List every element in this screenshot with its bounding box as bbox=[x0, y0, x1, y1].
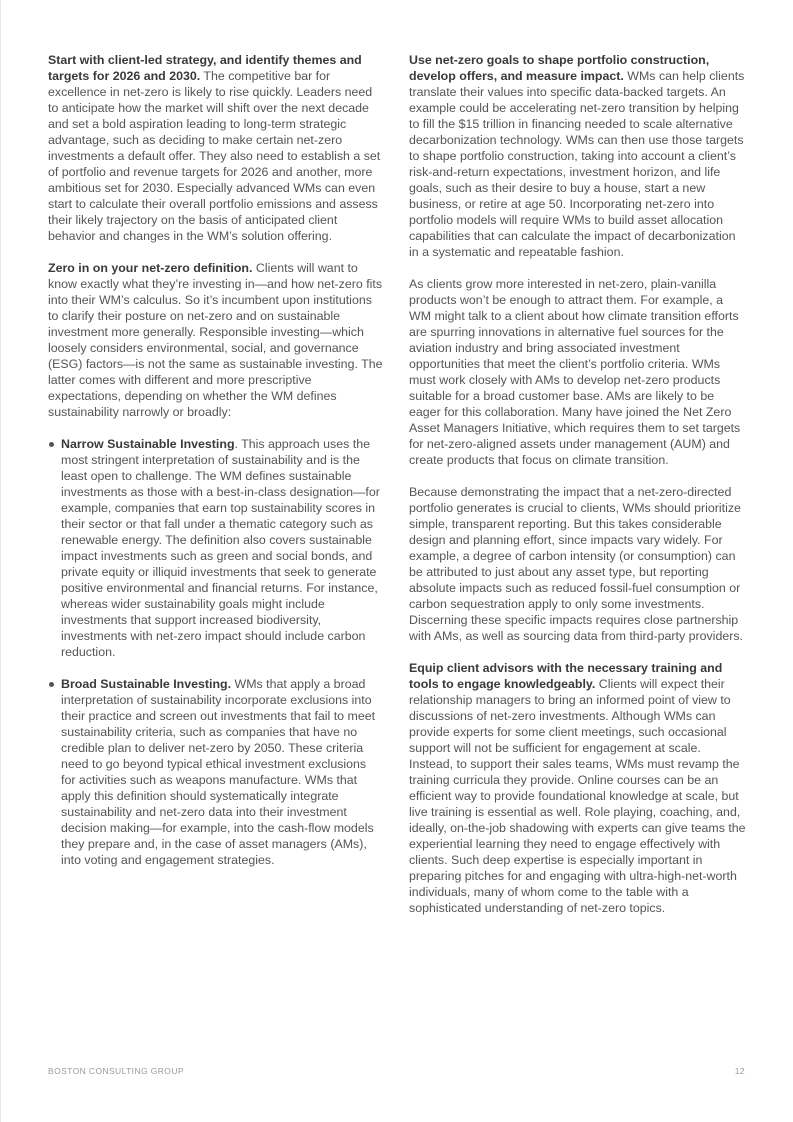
paragraph-impact-reporting bbox=[409, 484, 746, 644]
bullet-dot-icon bbox=[49, 442, 54, 447]
right-column bbox=[409, 52, 746, 932]
paragraph-body: Clients will want to know exactly what they’re investing in—and how net-zero fits into their WM’s calculus. So it’s incumbent upon institutions to clarify their posture on net-zero and on sustainable investment more generally. Responsible investing—which loosely considers environmental, social, and governance (ESG) factors—is not the same as sustainable investing. The latter comes with different and more prescriptive expectations, depending on whether the WM defines sustainability narrowly or broadly: bbox=[48, 261, 383, 419]
bullet-lead: Narrow Sustainable Investing bbox=[61, 437, 235, 451]
paragraph-lead: Equip client advisors with the necessary training and tools to engage knowledgeably. bbox=[409, 661, 723, 691]
paragraph-body: As clients grow more interested in net-zero, plain-vanilla products won’t be enough to attract them. For example, a WM might talk to a client about how climate transition efforts are spurring innovations in alternative fuel sources for the aviation industry and bring associated investment opportunities that meet the client’s portfolio criteria. WMs must work closely with AMs to develop net-zero products suitable for a broad customer base. AMs are likely to be eager for this collaboration. Many have joined the Net Zero Asset Managers Initiative, which requires them to set targets for net-zero-aligned assets under management (AUM) and create products that focus on climate transition. bbox=[409, 277, 741, 467]
paragraph-client-advisor-training bbox=[409, 660, 746, 916]
bullet-broad-sustainable-investing bbox=[48, 676, 384, 868]
bullet-dot-icon bbox=[49, 682, 54, 687]
bullet-narrow-sustainable-investing bbox=[48, 436, 384, 660]
paragraph-body: The competitive bar for excellence in net-zero is likely to rise quickly. Leaders need to anticipate how the market will shift over the next decade and set a bold aspiration leading to long-term strategic advantage, such as deciding to make certain net-zero investments a default offer. They also need to establish a set of portfolio and revenue targets for 2026 and another, more ambitious set for 2030. Especially advanced WMs can even start to calculate their overall portfolio emissions and assess their likely trajectory on the basis of anticipated client behavior and changes in the WM’s solution offering. bbox=[48, 69, 381, 243]
paragraph-client-led-strategy bbox=[48, 52, 384, 244]
paragraph-lead: Zero in on your net-zero definition. bbox=[48, 261, 253, 275]
definition-bullet-list bbox=[48, 436, 384, 868]
bullet-body: WMs that apply a broad interpretation of sustainability incorporate exclusions into their practice and screen out investments that fail to meet sustainability criteria, such as companies that have no credible plan to deliver net-zero by 2050. These criteria need to go beyond typical ethical investment exclusions for activities such as weapons manufacture. WMs that apply this definition should systematically integrate sustainability and net-zero data into their investment decision making—for example, into the cash-flow models they prepare and, in the case of asset managers (AMs), into voting and engagement strategies. bbox=[61, 677, 376, 867]
footer-publisher: BOSTON CONSULTING GROUP bbox=[48, 1066, 184, 1076]
paragraph-body: WMs can help clients translate their values into specific data-backed targets. An example could be accelerating net-zero transition by helping to fill the $15 trillion in financing needed to scale alternative decarbonization technology. WMs can then use those targets to shape portfolio construction, taking into account a client’s risk-and-return expectations, investment horizon, and life goals, such as their desire to buy a house, start a new business, or retire at age 50. Incorporating net-zero into portfolio models will require WMs to build asset allocation capabilities that can calculate the impact of decarbonization in a systematic and repeatable fashion. bbox=[409, 69, 745, 259]
paragraph-body: Clients will expect their relationship managers to bring an informed point of view to discussions of net-zero investments. Although WMs can provide experts for some client meetings, such occasional support will not be sufficient for engagement at scale. Instead, to support their sales teams, WMs must revamp the training curricula they provide. Online courses can be an efficient way to provide foundational knowledge at scale, but live training is essential as well. Role playing, coaching, and, ideally, on-the-job shadowing with experts can give teams the experiential learning they need to engage effectively with clients. Such deep expertise is especially important in preparing pitches for and engaging with ultra-high-net-worth individuals, many of whom come to the table with a sophisticated understanding of net-zero topics. bbox=[409, 677, 746, 915]
paragraph-plain-vanilla-products bbox=[409, 276, 746, 468]
bullet-lead: Broad Sustainable Investing. bbox=[61, 677, 232, 691]
paragraph-lead: Use net-zero goals to shape portfolio construction, develop offers, and measure impact. bbox=[409, 53, 710, 83]
page-number: 12 bbox=[734, 1066, 745, 1076]
paragraph-lead: Start with client-led strategy, and identify themes and targets for 2026 and 2030. bbox=[48, 53, 362, 83]
left-column bbox=[48, 52, 384, 884]
paragraph-net-zero-goals bbox=[409, 52, 746, 260]
page-edge bbox=[0, 0, 1, 1122]
bullet-body: . This approach uses the most stringent interpretation of sustainability and is the least open to challenge. The WM defines sustainable investments as those with a best-in-class designation—for example, companies that earn top sustainability scores in their sector or that fall under a thematic category such as renewable energy. The definition also covers sustainable impact investments such as green and social bonds, and private equity or illiquid investments that seek to generate positive environmental and financial returns. For instance, whereas wider sustainability goals might include investments that support increased biodiversity, investments with net-zero impact should include carbon reduction. bbox=[61, 437, 380, 659]
paragraph-body: Because demonstrating the impact that a net-zero-directed portfolio generates is crucial to clients, WMs should prioritize simple, transparent reporting. But this takes considerable design and planning effort, since impacts vary widely. For example, a degree of carbon intensity (or consumption) can be attributed to just about any asset type, but reporting absolute impacts such as reduced fossil-fuel consumption or carbon sequestration apply to only some investments. Discerning these specific impacts requires close partnership with AMs, as well as sourcing data from third-party providers. bbox=[409, 485, 743, 643]
paragraph-net-zero-definition bbox=[48, 260, 384, 420]
